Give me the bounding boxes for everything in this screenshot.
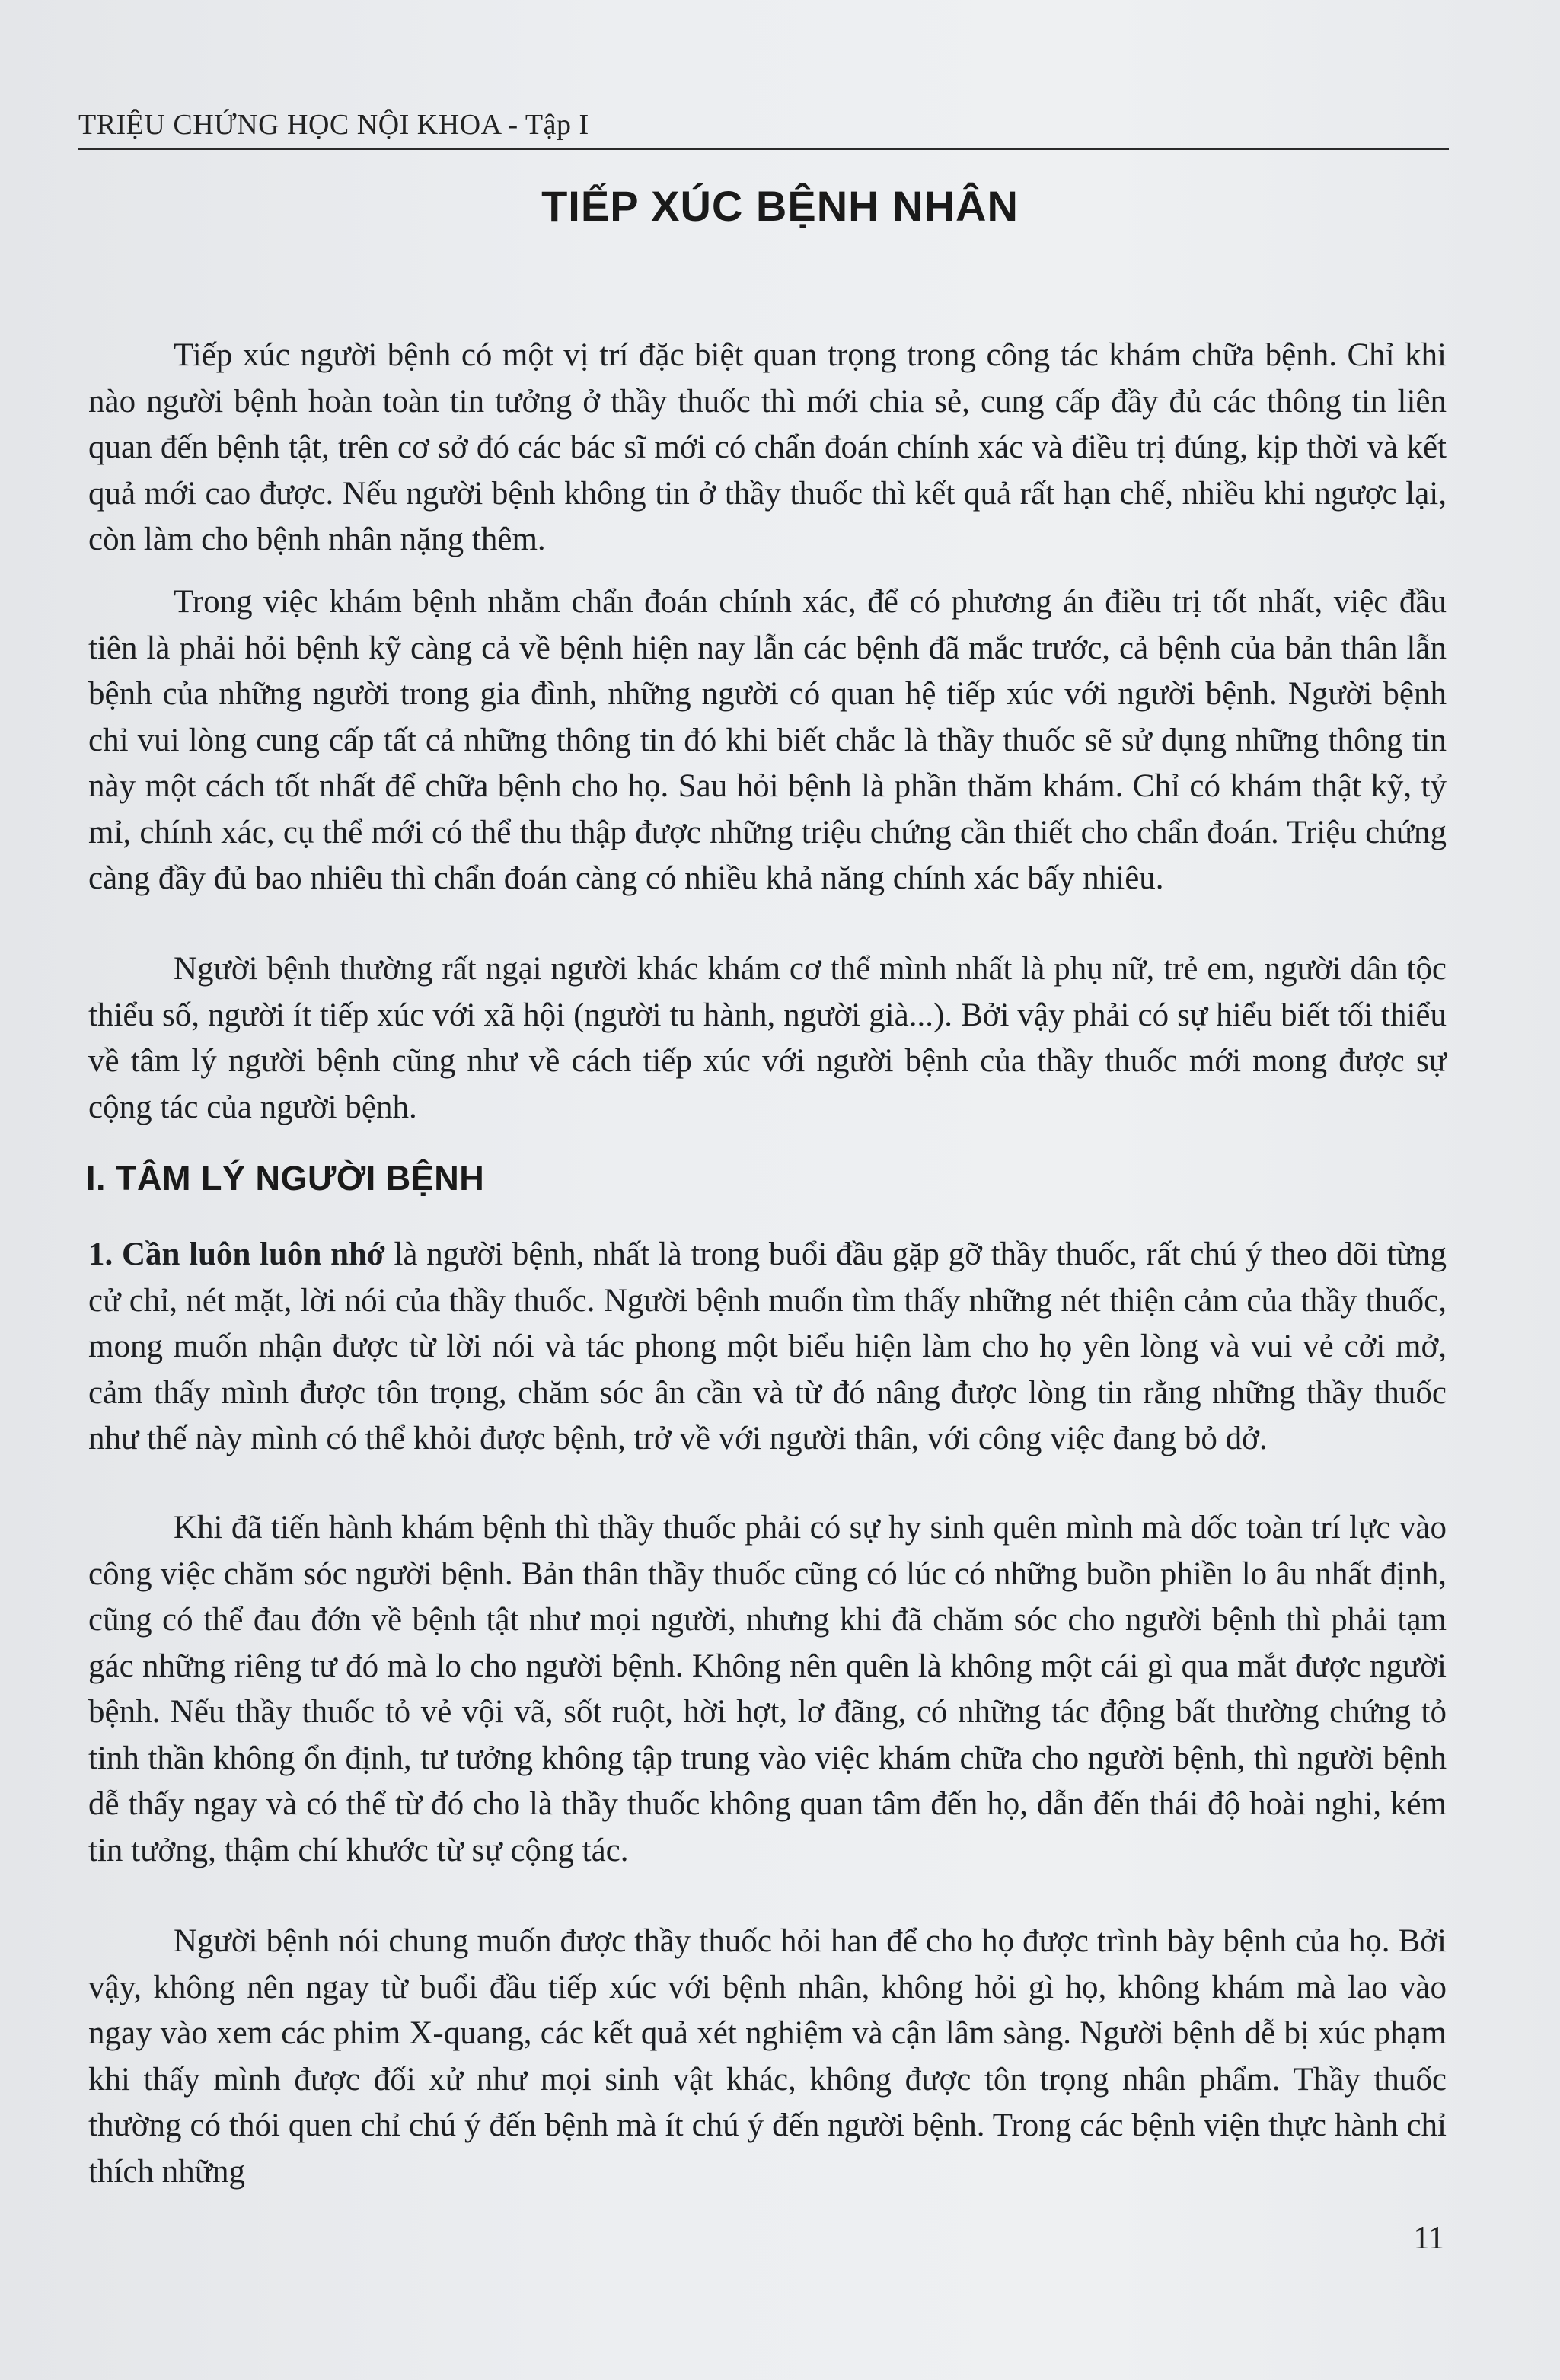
paragraph-text <box>88 1232 1447 1463</box>
paragraph-text: Tiếp xúc người bệnh có một vị trí đặc biệt quan trọng trong công tác khám chữa bệnh. Chỉ khi nào người bệnh hoàn toàn tin tưởng ở thầy thuốc thì mới chia sẻ, cung cấp đầy đủ các thông tin liên quan đến bệnh tật, trên cơ sở đó các bác sĩ mới có chẩn đoán chính xác và điều trị đúng, kịp thời và kết quả mới cao được. Nếu người bệnh không tin ở thầy thuốc thì kết quả rất hạn chế, nhiều khi ngược lại, còn làm cho bệnh nhân nặng thêm. <box>88 337 1447 557</box>
intro-paragraph-3 <box>88 946 1447 1131</box>
item-lead: 1. Cần luôn luôn nhớ <box>88 1236 385 1272</box>
section-heading: I. TÂM LÝ NGƯỜI BỆNH <box>86 1159 485 1198</box>
paragraph-text: Người bệnh nói chung muốn được thầy thuốc hỏi han để cho họ được trình bày bệnh của họ. Bởi vậy, không nên ngay từ buổi đầu tiếp xúc với bệnh nhân, không hỏi gì họ, không khám mà lao vào ngay vào xem các phim X-quang, các kết quả xét nghiệm và cận lâm sàng. Người bệnh dễ bị xúc phạm khi thấy mình được đối xử như mọi sinh vật khác, không được tôn trọng nhân phẩm. Thầy thuốc thường có thói quen chỉ chú ý đến bệnh mà ít chú ý đến người bệnh. Trong các bệnh viện thực hành chỉ thích những <box>88 1923 1447 2190</box>
page-number: 11 <box>1413 2221 1444 2256</box>
section-paragraph-2 <box>88 1919 1447 2195</box>
paragraph-text: Khi đã tiến hành khám bệnh thì thầy thuốc phải có sự hy sinh quên mình mà dốc toàn trí lực vào công việc chăm sóc người bệnh. Bản thân thầy thuốc cũng có lúc có những buồn phiền lo âu nhất định, cũng có thể đau đớn về bệnh tật như mọi người, nhưng khi đã chăm sóc cho người bệnh thì phải tạm gác những riêng tư đó mà lo cho người bệnh. Không nên quên là không một cái gì qua mắt được người bệnh. Nếu thầy thuốc tỏ vẻ vội vã, sốt ruột, hời hợt, lơ đãng, có những tác động bất thường chứng tỏ tinh thần không ổn định, tư tưởng không tập trung vào việc khám chữa cho người bệnh, thì người bệnh dễ thấy ngay và có thể từ đó cho là thầy thuốc không quan tâm đến họ, dẫn đến thái độ hoài nghi, kém tin tưởng, thậm chí khước từ sự cộng tác. <box>88 1510 1447 1868</box>
paragraph-text: Người bệnh thường rất ngại người khác khám cơ thể mình nhất là phụ nữ, trẻ em, người dân tộc thiểu số, người ít tiếp xúc với xã hội (người tu hành, người già...). Bởi vậy phải có sự hiểu biết tối thiểu về tâm lý người bệnh cũng như về cách tiếp xúc với người bệnh của thầy thuốc mới mong được sự cộng tác của người bệnh. <box>88 951 1447 1125</box>
header-rule <box>78 148 1449 150</box>
paragraph-text: Trong việc khám bệnh nhằm chẩn đoán chính xác, để có phương án điều trị tốt nhất, việc đầu tiên là phải hỏi bệnh kỹ càng cả về bệnh hiện nay lẫn các bệnh đã mắc trước, cả bệnh của bản thân lẫn bệnh của những người trong gia đình, những người có quan hệ tiếp xúc với người bệnh. Người bệnh chỉ vui lòng cung cấp tất cả những thông tin đó khi biết chắc là thầy thuốc sẽ sử dụng những thông tin này một cách tốt nhất để chữa bệnh cho họ. Sau hỏi bệnh là phần thăm khám. Chỉ có khám thật kỹ, tỷ mỉ, chính xác, cụ thể mới có thể thu thập được những triệu chứng cần thiết cho chẩn đoán. Triệu chứng càng đầy đủ bao nhiêu thì chẩn đoán càng có nhiều khả năng chính xác bấy nhiêu. <box>88 584 1447 896</box>
intro-paragraph-1 <box>88 333 1447 563</box>
chapter-title: TIẾP XÚC BỆNH NHÂN <box>541 182 1019 230</box>
section-paragraph-1 <box>88 1505 1447 1874</box>
running-header: TRIỆU CHỨNG HỌC NỘI KHOA - Tập I <box>78 109 589 141</box>
intro-paragraph-2 <box>88 579 1447 902</box>
section-item-1 <box>88 1232 1447 1463</box>
item-text: là người bệnh, nhất là trong buổi đầu gặp gỡ thầy thuốc, rất chú ý theo dõi từng cử chỉ, nét mặt, lời nói của thầy thuốc. Người bệnh muốn tìm thấy những nét thiện cảm của thầy thuốc, mong muốn nhận được từ lời nói và tác phong một biểu hiện làm cho họ yên lòng và vui vẻ cởi mở, cảm thấy mình được tôn trọng, chăm sóc ân cần và từ đó nâng được lòng tin rằng những thầy thuốc như thế này mình có thể khỏi được bệnh, trở về với người thân, với công việc đang bỏ dở. <box>88 1236 1447 1456</box>
